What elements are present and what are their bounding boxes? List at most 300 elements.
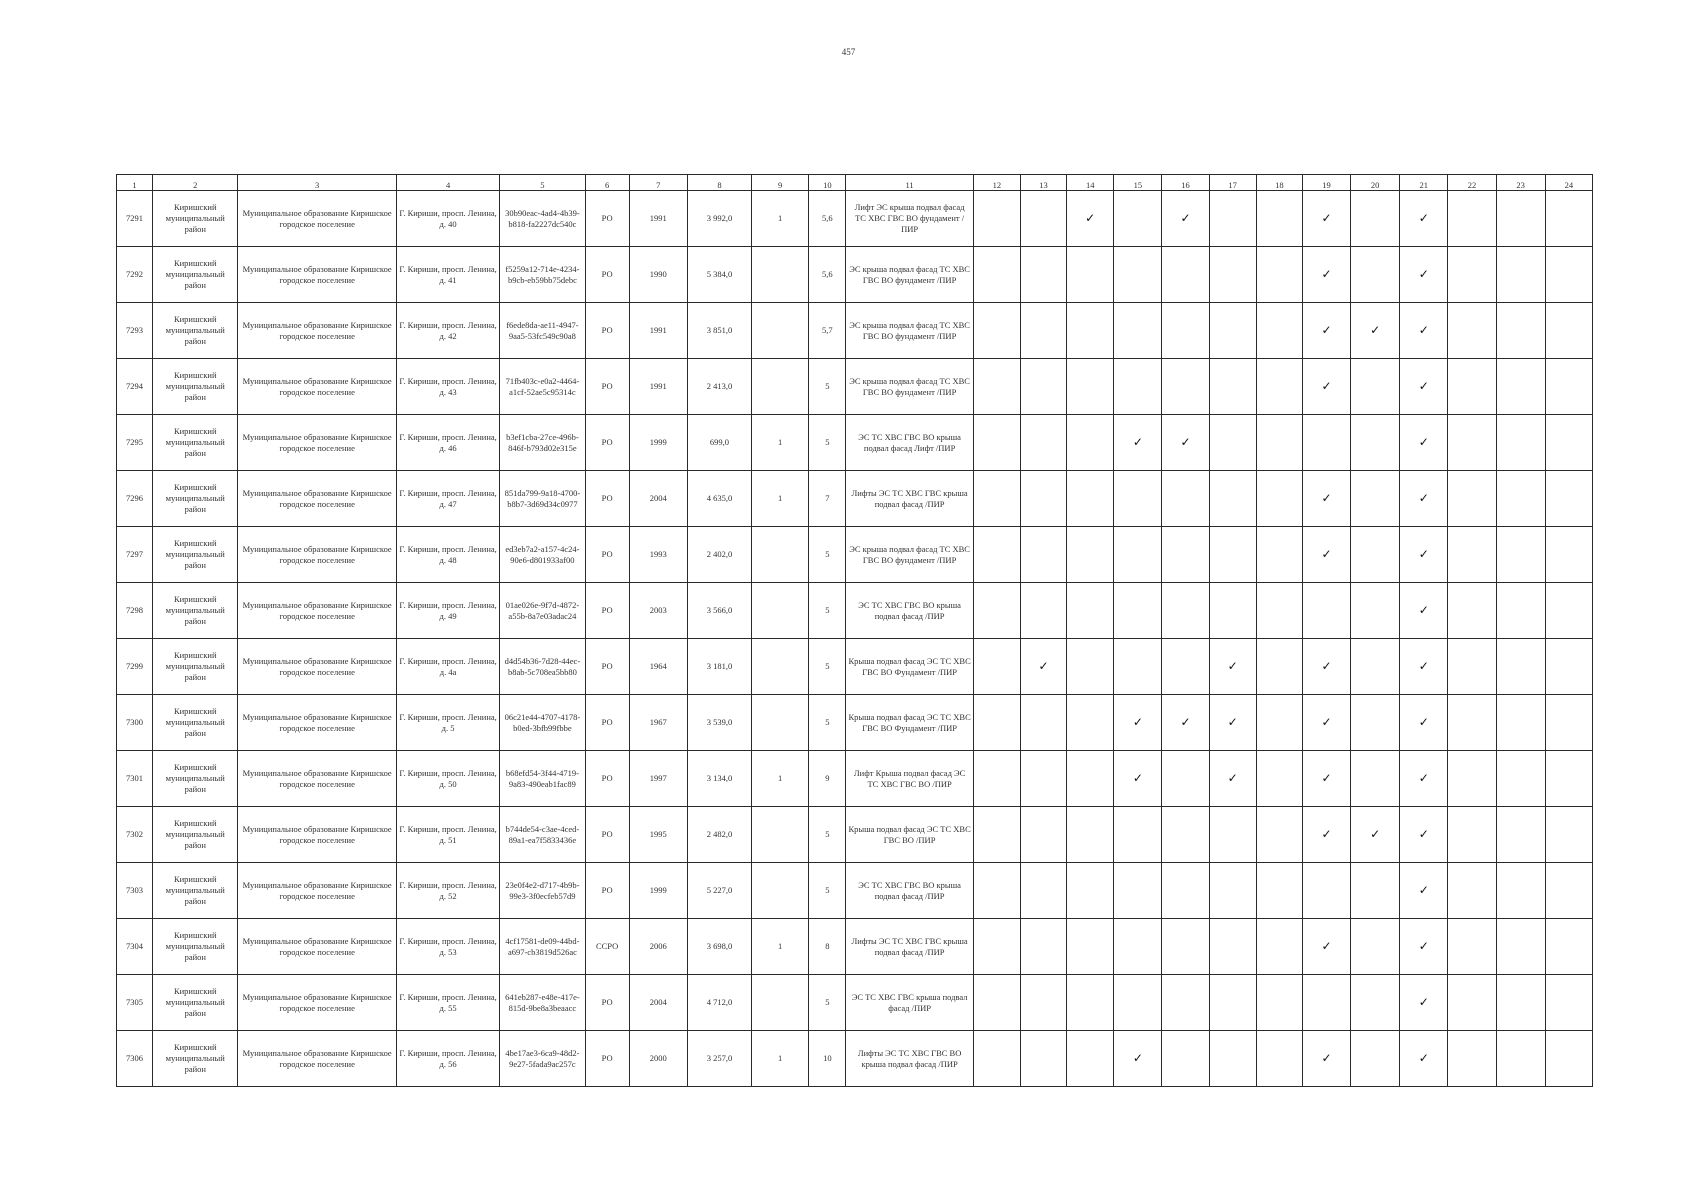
column-number: 3	[238, 175, 397, 191]
check-mark-icon: ✓	[1132, 770, 1143, 785]
work-column-17-cell	[1209, 639, 1256, 695]
floors-cell: 10	[809, 1031, 846, 1087]
floors-cell: 5	[809, 975, 846, 1031]
work-column-23-cell	[1496, 471, 1545, 527]
area-cell: 2 413,0	[687, 359, 751, 415]
work-column-23-cell	[1496, 863, 1545, 919]
work-column-20-cell	[1351, 191, 1400, 247]
column-number: 2	[153, 175, 238, 191]
check-mark-icon: ✓	[1180, 210, 1191, 225]
work-column-21-cell	[1400, 583, 1448, 639]
work-column-21-cell	[1400, 919, 1448, 975]
work-column-22-cell	[1448, 191, 1496, 247]
work-column-23-cell	[1496, 527, 1545, 583]
type-cell: РО	[585, 583, 629, 639]
type-cell: РО	[585, 751, 629, 807]
municipality-cell: Муниципальное образование Киришское городское поселение	[238, 1031, 397, 1087]
work-column-22-cell	[1448, 415, 1496, 471]
check-mark-icon: ✓	[1418, 938, 1429, 953]
work-column-14-cell	[1067, 359, 1114, 415]
guid-cell: f5259a12-714e-4234-b9cb-eb59bb75debc	[500, 247, 585, 303]
year-cell: 1990	[629, 247, 687, 303]
work-column-21-cell	[1400, 359, 1448, 415]
guid-cell: d4d54b36-7d28-44ec-b8ab-5c708ea5bb80	[500, 639, 585, 695]
work-column-23-cell	[1496, 415, 1545, 471]
work-column-23-cell	[1496, 359, 1545, 415]
column-number: 22	[1448, 175, 1496, 191]
work-column-19-cell	[1302, 583, 1350, 639]
municipality-cell: Муниципальное образование Киришское городское поселение	[238, 527, 397, 583]
floors-cell: 5	[809, 695, 846, 751]
municipality-cell: Муниципальное образование Киришское городское поселение	[238, 975, 397, 1031]
column-number: 9	[752, 175, 809, 191]
municipality-cell: Муниципальное образование Киришское городское поселение	[238, 191, 397, 247]
column-number: 15	[1114, 175, 1162, 191]
municipality-cell: Муниципальное образование Киришское городское поселение	[238, 583, 397, 639]
work-column-18-cell	[1256, 807, 1302, 863]
work-column-17-cell	[1209, 975, 1256, 1031]
work-column-12-cell	[973, 527, 1020, 583]
district-cell: Киришский муниципальный район	[153, 247, 238, 303]
work-column-12-cell	[973, 695, 1020, 751]
works-cell: Лифт Крыша подвал фасад ЭС ТС ХВС ГВС ВО /ПИР	[846, 751, 973, 807]
work-column-21-cell	[1400, 471, 1448, 527]
type-cell: РО	[585, 303, 629, 359]
work-column-16-cell	[1162, 415, 1209, 471]
type-cell: РО	[585, 191, 629, 247]
work-column-12-cell	[973, 415, 1020, 471]
work-column-20-cell	[1351, 471, 1400, 527]
page-number: 457	[841, 47, 856, 57]
work-column-13-cell	[1020, 695, 1066, 751]
type-cell: РО	[585, 527, 629, 583]
work-column-13-cell	[1020, 527, 1066, 583]
work-column-24-cell	[1545, 583, 1592, 639]
type-cell: РО	[585, 695, 629, 751]
work-column-24-cell	[1545, 863, 1592, 919]
district-cell: Киришский муниципальный район	[153, 919, 238, 975]
work-column-24-cell	[1545, 527, 1592, 583]
work-column-23-cell	[1496, 247, 1545, 303]
year-cell: 1999	[629, 863, 687, 919]
column-number: 24	[1545, 175, 1592, 191]
work-column-17-cell	[1209, 807, 1256, 863]
work-column-15-cell	[1114, 471, 1162, 527]
row-number: 7300	[117, 695, 153, 751]
work-column-14-cell	[1067, 191, 1114, 247]
work-column-15-cell	[1114, 303, 1162, 359]
table-row	[117, 191, 1593, 247]
row-number: 7297	[117, 527, 153, 583]
guid-cell: 01ae026e-9f7d-4872-a55b-8a7e03adac24	[500, 583, 585, 639]
work-column-24-cell	[1545, 751, 1592, 807]
column-9-cell	[752, 807, 809, 863]
work-column-20-cell	[1351, 527, 1400, 583]
guid-cell: 4cf17581-de09-44bd-a697-cb3819d526ac	[500, 919, 585, 975]
area-cell: 3 698,0	[687, 919, 751, 975]
work-column-16-cell	[1162, 919, 1209, 975]
work-column-18-cell	[1256, 471, 1302, 527]
floors-cell: 7	[809, 471, 846, 527]
column-number: 10	[809, 175, 846, 191]
work-column-12-cell	[973, 751, 1020, 807]
type-cell: РО	[585, 415, 629, 471]
work-column-20-cell	[1351, 807, 1400, 863]
work-column-24-cell	[1545, 695, 1592, 751]
work-column-15-cell	[1114, 359, 1162, 415]
work-column-15-cell	[1114, 919, 1162, 975]
type-cell: РО	[585, 359, 629, 415]
row-number: 7298	[117, 583, 153, 639]
work-column-16-cell	[1162, 751, 1209, 807]
address-cell: Г. Кириши, просп. Ленина, д. 5	[396, 695, 499, 751]
column-number: 14	[1067, 175, 1114, 191]
row-number: 7306	[117, 1031, 153, 1087]
works-cell: ЭС ТС ХВС ГВС ВО крыша подвал фасад Лифт /ПИР	[846, 415, 973, 471]
work-column-23-cell	[1496, 751, 1545, 807]
work-column-23-cell	[1496, 975, 1545, 1031]
check-mark-icon: ✓	[1418, 994, 1429, 1009]
guid-cell: 23e0f4e2-d717-4b9b-99e3-3f0ecfeb57d9	[500, 863, 585, 919]
work-column-21-cell	[1400, 807, 1448, 863]
column-9-cell	[752, 975, 809, 1031]
work-column-23-cell	[1496, 807, 1545, 863]
municipality-cell: Муниципальное образование Киришское городское поселение	[238, 303, 397, 359]
work-column-17-cell	[1209, 751, 1256, 807]
work-column-16-cell	[1162, 527, 1209, 583]
floors-cell: 5,7	[809, 303, 846, 359]
column-number: 1	[117, 175, 153, 191]
work-column-15-cell	[1114, 415, 1162, 471]
floors-cell: 5	[809, 863, 846, 919]
work-column-21-cell	[1400, 1031, 1448, 1087]
area-cell: 699,0	[687, 415, 751, 471]
work-column-17-cell	[1209, 527, 1256, 583]
work-column-17-cell	[1209, 247, 1256, 303]
check-mark-icon: ✓	[1418, 826, 1429, 841]
works-cell: Лифт ЭС крыша подвал фасад ТС ХВС ГВС ВО фундамент /ПИР	[846, 191, 973, 247]
guid-cell: 851da799-9a18-4700-b8b7-3d69d34c0977	[500, 471, 585, 527]
work-column-20-cell	[1351, 1031, 1400, 1087]
district-cell: Киришский муниципальный район	[153, 751, 238, 807]
municipality-cell: Муниципальное образование Киришское городское поселение	[238, 807, 397, 863]
work-column-15-cell	[1114, 1031, 1162, 1087]
table-row	[117, 863, 1593, 919]
work-column-18-cell	[1256, 975, 1302, 1031]
check-mark-icon: ✓	[1180, 434, 1191, 449]
year-cell: 1997	[629, 751, 687, 807]
check-mark-icon: ✓	[1321, 658, 1332, 673]
table-row	[117, 359, 1593, 415]
check-mark-icon: ✓	[1418, 490, 1429, 505]
area-cell: 3 257,0	[687, 1031, 751, 1087]
work-column-12-cell	[973, 975, 1020, 1031]
area-cell: 4 635,0	[687, 471, 751, 527]
check-mark-icon: ✓	[1132, 434, 1143, 449]
work-column-12-cell	[973, 247, 1020, 303]
work-column-20-cell	[1351, 247, 1400, 303]
work-column-23-cell	[1496, 695, 1545, 751]
municipality-cell: Муниципальное образование Киришское городское поселение	[238, 919, 397, 975]
work-column-19-cell	[1302, 975, 1350, 1031]
table-row	[117, 975, 1593, 1031]
check-mark-icon: ✓	[1418, 322, 1429, 337]
work-column-15-cell	[1114, 751, 1162, 807]
work-column-16-cell	[1162, 191, 1209, 247]
work-column-19-cell	[1302, 695, 1350, 751]
row-number: 7304	[117, 919, 153, 975]
year-cell: 1991	[629, 303, 687, 359]
work-column-24-cell	[1545, 471, 1592, 527]
work-column-16-cell	[1162, 359, 1209, 415]
year-cell: 1991	[629, 359, 687, 415]
municipality-cell: Муниципальное образование Киришское городское поселение	[238, 471, 397, 527]
guid-cell: b3ef1cba-27ce-496b-846f-b793d02e315e	[500, 415, 585, 471]
type-cell: РО	[585, 471, 629, 527]
year-cell: 1967	[629, 695, 687, 751]
work-column-22-cell	[1448, 807, 1496, 863]
column-9-cell	[752, 639, 809, 695]
work-column-19-cell	[1302, 751, 1350, 807]
check-mark-icon: ✓	[1321, 210, 1332, 225]
works-cell: ЭС крыша подвал фасад ТС ХВС ГВС ВО фундамент /ПИР	[846, 527, 973, 583]
column-9-cell	[752, 527, 809, 583]
column-9-cell: 1	[752, 471, 809, 527]
type-cell: РО	[585, 1031, 629, 1087]
check-mark-icon: ✓	[1321, 714, 1332, 729]
municipality-cell: Муниципальное образование Киришское городское поселение	[238, 359, 397, 415]
address-cell: Г. Кириши, просп. Ленина, д. 49	[396, 583, 499, 639]
work-column-24-cell	[1545, 303, 1592, 359]
work-column-21-cell	[1400, 303, 1448, 359]
address-cell: Г. Кириши, просп. Ленина, д. 52	[396, 863, 499, 919]
work-column-16-cell	[1162, 639, 1209, 695]
year-cell: 1993	[629, 527, 687, 583]
check-mark-icon: ✓	[1418, 266, 1429, 281]
work-column-16-cell	[1162, 1031, 1209, 1087]
address-cell: Г. Кириши, просп. Ленина, д. 47	[396, 471, 499, 527]
floors-cell: 5,6	[809, 247, 846, 303]
work-column-17-cell	[1209, 359, 1256, 415]
work-column-24-cell	[1545, 639, 1592, 695]
floors-cell: 5	[809, 527, 846, 583]
work-column-16-cell	[1162, 695, 1209, 751]
table-row	[117, 247, 1593, 303]
work-column-21-cell	[1400, 415, 1448, 471]
check-mark-icon: ✓	[1321, 490, 1332, 505]
work-column-14-cell	[1067, 527, 1114, 583]
column-number: 21	[1400, 175, 1448, 191]
work-column-14-cell	[1067, 751, 1114, 807]
address-cell: Г. Кириши, просп. Ленина, д. 41	[396, 247, 499, 303]
work-column-20-cell	[1351, 415, 1400, 471]
row-number: 7291	[117, 191, 153, 247]
district-cell: Киришский муниципальный район	[153, 583, 238, 639]
work-column-13-cell	[1020, 247, 1066, 303]
work-column-15-cell	[1114, 975, 1162, 1031]
column-9-cell: 1	[752, 191, 809, 247]
work-column-23-cell	[1496, 919, 1545, 975]
guid-cell: 641eb287-e48e-417e-815d-9be8a3beaacc	[500, 975, 585, 1031]
work-column-17-cell	[1209, 471, 1256, 527]
work-column-12-cell	[973, 639, 1020, 695]
column-number: 23	[1496, 175, 1545, 191]
work-column-13-cell	[1020, 1031, 1066, 1087]
work-column-17-cell	[1209, 863, 1256, 919]
work-column-12-cell	[973, 303, 1020, 359]
year-cell: 1995	[629, 807, 687, 863]
check-mark-icon: ✓	[1227, 658, 1238, 673]
municipality-cell: Муниципальное образование Киришское городское поселение	[238, 695, 397, 751]
check-mark-icon: ✓	[1321, 770, 1332, 785]
column-number: 5	[500, 175, 585, 191]
area-cell: 3 992,0	[687, 191, 751, 247]
column-number: 12	[973, 175, 1020, 191]
area-cell: 4 712,0	[687, 975, 751, 1031]
column-number: 18	[1256, 175, 1302, 191]
works-cell: ЭС крыша подвал фасад ТС ХВС ГВС ВО фундамент /ПИР	[846, 247, 973, 303]
guid-cell: b744de54-c3ae-4ced-89a1-ea7f5833436e	[500, 807, 585, 863]
check-mark-icon: ✓	[1418, 714, 1429, 729]
work-column-17-cell	[1209, 415, 1256, 471]
type-cell: РО	[585, 639, 629, 695]
guid-cell: 30b90eac-4ad4-4b39-b818-fa2227dc540c	[500, 191, 585, 247]
work-column-19-cell	[1302, 1031, 1350, 1087]
year-cell: 1991	[629, 191, 687, 247]
work-column-13-cell	[1020, 471, 1066, 527]
check-mark-icon: ✓	[1180, 714, 1191, 729]
row-number: 7296	[117, 471, 153, 527]
work-column-14-cell	[1067, 807, 1114, 863]
works-cell: ЭС ТС ХВС ГВС ВО крыша подвал фасад /ПИР	[846, 863, 973, 919]
work-column-16-cell	[1162, 303, 1209, 359]
work-column-21-cell	[1400, 863, 1448, 919]
work-column-16-cell	[1162, 247, 1209, 303]
row-number: 7305	[117, 975, 153, 1031]
table-row	[117, 751, 1593, 807]
work-column-16-cell	[1162, 471, 1209, 527]
column-number-row	[117, 175, 1593, 191]
work-column-20-cell	[1351, 919, 1400, 975]
work-column-21-cell	[1400, 639, 1448, 695]
work-column-24-cell	[1545, 247, 1592, 303]
district-cell: Киришский муниципальный район	[153, 695, 238, 751]
column-number: 16	[1162, 175, 1209, 191]
work-column-17-cell	[1209, 1031, 1256, 1087]
check-mark-icon: ✓	[1418, 882, 1429, 897]
table-row	[117, 1031, 1593, 1087]
municipality-cell: Муниципальное образование Киришское городское поселение	[238, 863, 397, 919]
work-column-22-cell	[1448, 527, 1496, 583]
guid-cell: 71fb403c-e0a2-4464-a1cf-52ae5c95314c	[500, 359, 585, 415]
row-number: 7293	[117, 303, 153, 359]
guid-cell: b68efd54-3f44-4719-9a83-490eab1fac89	[500, 751, 585, 807]
work-column-12-cell	[973, 583, 1020, 639]
work-column-17-cell	[1209, 919, 1256, 975]
work-column-14-cell	[1067, 919, 1114, 975]
work-column-16-cell	[1162, 863, 1209, 919]
housing-register-table	[116, 174, 1593, 1087]
column-9-cell: 1	[752, 1031, 809, 1087]
works-cell: Крыша подвал фасад ЭС ТС ХВС ГВС ВО /ПИР	[846, 807, 973, 863]
work-column-12-cell	[973, 1031, 1020, 1087]
work-column-19-cell	[1302, 863, 1350, 919]
address-cell: Г. Кириши, просп. Ленина, д. 4а	[396, 639, 499, 695]
work-column-19-cell	[1302, 919, 1350, 975]
column-9-cell	[752, 583, 809, 639]
check-mark-icon: ✓	[1132, 714, 1143, 729]
work-column-18-cell	[1256, 695, 1302, 751]
work-column-18-cell	[1256, 303, 1302, 359]
work-column-15-cell	[1114, 695, 1162, 751]
work-column-18-cell	[1256, 359, 1302, 415]
column-9-cell: 1	[752, 919, 809, 975]
municipality-cell: Муниципальное образование Киришское городское поселение	[238, 415, 397, 471]
year-cell: 2004	[629, 471, 687, 527]
check-mark-icon: ✓	[1321, 826, 1332, 841]
work-column-22-cell	[1448, 583, 1496, 639]
work-column-19-cell	[1302, 639, 1350, 695]
table-row	[117, 471, 1593, 527]
type-cell: ССРО	[585, 919, 629, 975]
year-cell: 1964	[629, 639, 687, 695]
type-cell: РО	[585, 863, 629, 919]
work-column-23-cell	[1496, 191, 1545, 247]
work-column-12-cell	[973, 471, 1020, 527]
work-column-17-cell	[1209, 303, 1256, 359]
works-cell: ЭС крыша подвал фасад ТС ХВС ГВС ВО фундамент /ПИР	[846, 359, 973, 415]
work-column-22-cell	[1448, 919, 1496, 975]
work-column-18-cell	[1256, 583, 1302, 639]
work-column-20-cell	[1351, 303, 1400, 359]
work-column-19-cell	[1302, 415, 1350, 471]
floors-cell: 8	[809, 919, 846, 975]
work-column-13-cell	[1020, 807, 1066, 863]
work-column-22-cell	[1448, 359, 1496, 415]
work-column-22-cell	[1448, 471, 1496, 527]
work-column-15-cell	[1114, 807, 1162, 863]
area-cell: 5 384,0	[687, 247, 751, 303]
area-cell: 2 482,0	[687, 807, 751, 863]
check-mark-icon: ✓	[1418, 434, 1429, 449]
work-column-16-cell	[1162, 975, 1209, 1031]
work-column-14-cell	[1067, 471, 1114, 527]
work-column-22-cell	[1448, 1031, 1496, 1087]
work-column-18-cell	[1256, 247, 1302, 303]
work-column-13-cell	[1020, 303, 1066, 359]
work-column-20-cell	[1351, 583, 1400, 639]
check-mark-icon: ✓	[1321, 546, 1332, 561]
column-number: 4	[396, 175, 499, 191]
work-column-16-cell	[1162, 583, 1209, 639]
check-mark-icon: ✓	[1418, 602, 1429, 617]
municipality-cell: Муниципальное образование Киришское городское поселение	[238, 751, 397, 807]
work-column-14-cell	[1067, 639, 1114, 695]
address-cell: Г. Кириши, просп. Ленина, д. 43	[396, 359, 499, 415]
work-column-12-cell	[973, 919, 1020, 975]
work-column-13-cell	[1020, 751, 1066, 807]
check-mark-icon: ✓	[1418, 378, 1429, 393]
work-column-15-cell	[1114, 191, 1162, 247]
work-column-12-cell	[973, 191, 1020, 247]
guid-cell: ed3eb7a2-a157-4c24-90e6-d801933af00	[500, 527, 585, 583]
area-cell: 3 181,0	[687, 639, 751, 695]
work-column-17-cell	[1209, 695, 1256, 751]
district-cell: Киришский муниципальный район	[153, 303, 238, 359]
column-9-cell	[752, 247, 809, 303]
check-mark-icon: ✓	[1321, 1050, 1332, 1065]
works-cell: ЭС ТС ХВС ГВС ВО крыша подвал фасад /ПИР	[846, 583, 973, 639]
